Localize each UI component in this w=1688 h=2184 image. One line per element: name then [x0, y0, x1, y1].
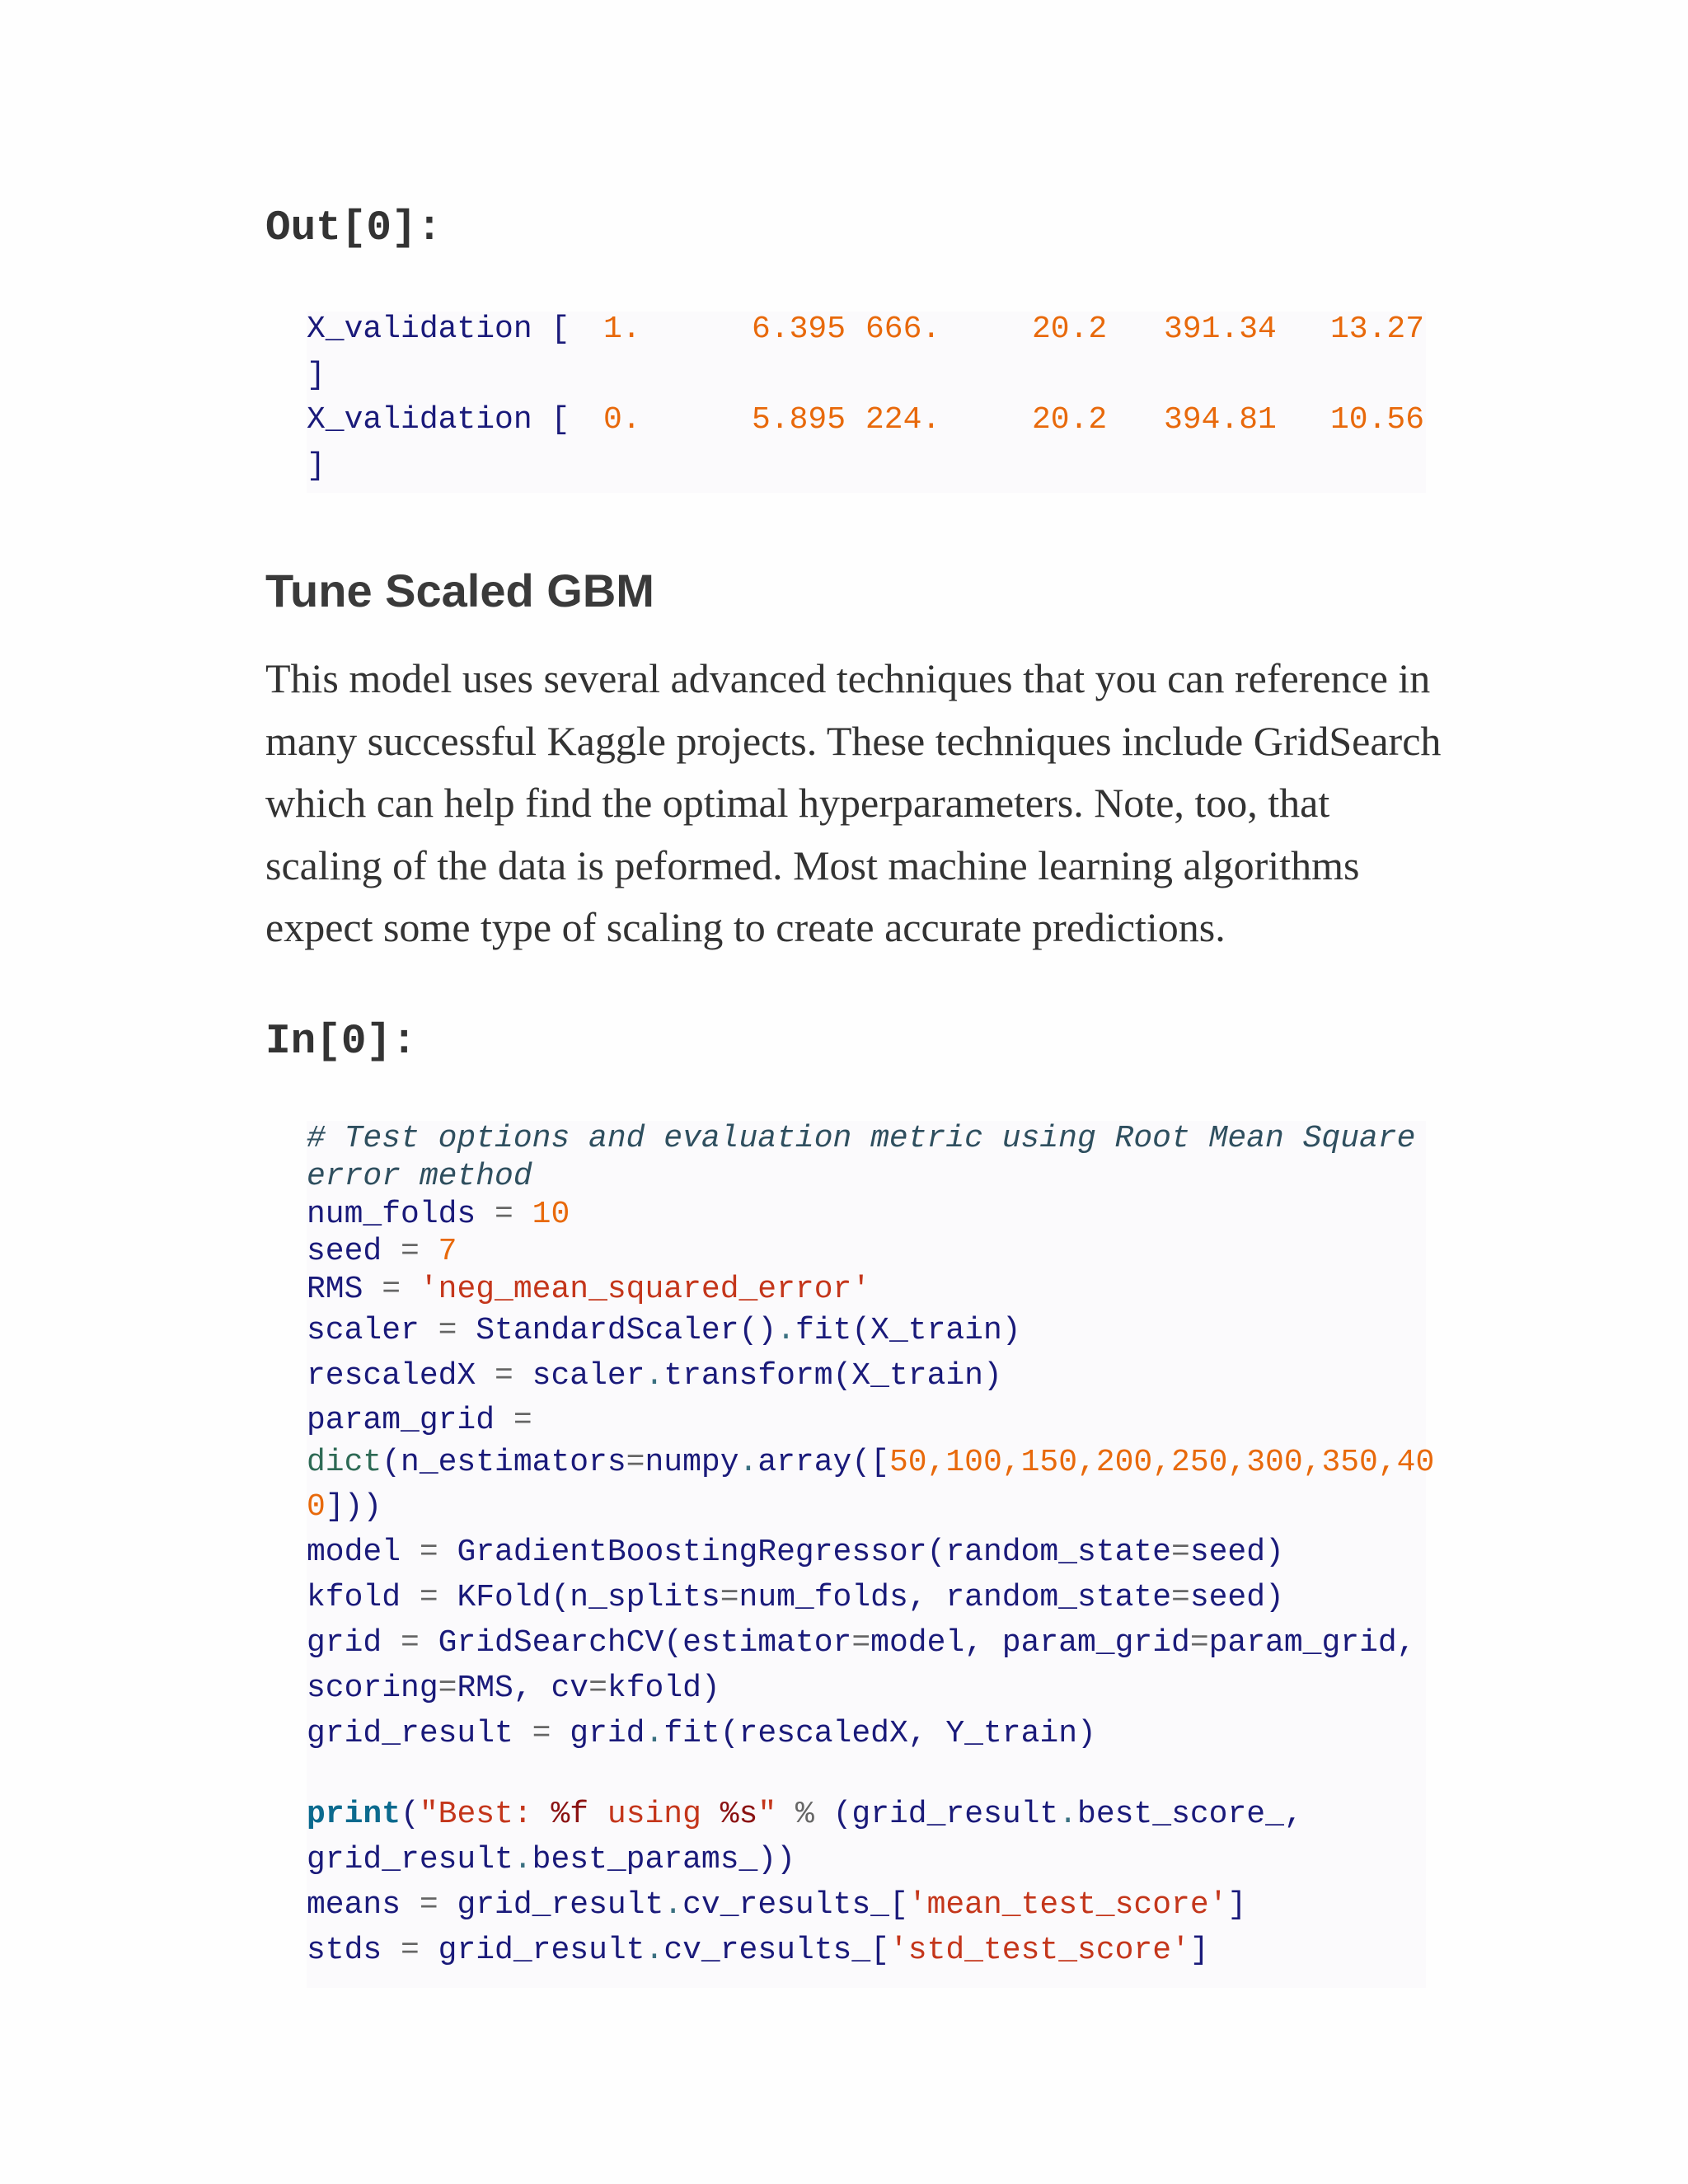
output-value: 224. [865, 402, 941, 438]
output-value: 666. [865, 312, 941, 347]
estimator-values: 50,100,150,200,250,300,350,40 [889, 1445, 1435, 1480]
code-line: grid_result = grid.fit(rescaledX, Y_train) [307, 1716, 1096, 1751]
output-row [307, 402, 1425, 438]
format-specifier: %s [720, 1797, 758, 1832]
estimator-values: 0 [307, 1489, 326, 1525]
format-specifier: %f [551, 1797, 589, 1832]
open-bracket: [ [551, 402, 570, 438]
code-block [307, 1121, 1435, 1988]
number-literal: 10 [532, 1197, 570, 1232]
output-value: 394.81 [1164, 402, 1277, 438]
string-literal: "Best: [419, 1797, 551, 1832]
code-line: 0])) [307, 1489, 382, 1525]
output-value: 13.27 [1330, 312, 1425, 347]
output-value: 10.56 [1330, 402, 1425, 438]
code-comment: # Test options and evaluation metric using Root Mean Square [307, 1121, 1416, 1156]
code-line: param_grid = [307, 1403, 532, 1438]
output-row [307, 312, 1425, 348]
output-value: 20.2 [1032, 402, 1108, 438]
string-literal: using [588, 1797, 720, 1832]
string-literal: " [757, 1797, 777, 1832]
output-value: 5.895 [752, 402, 846, 438]
body-paragraph: This model uses several advanced techniques that you can reference in many successful Kaggle projects. These techniques include GridSearch which can help find the optimal hyperparameters. Note, too, that scaling of the data is peformed. Most machine learning algorithms expect some type of scaling to create accurate predictions. [265, 655, 1442, 950]
output-prompt: Out[0]: [265, 205, 443, 252]
code-line: model = GradientBoostingRegressor(random_state=seed) [307, 1535, 1284, 1570]
code-line: print("Best: %f using %s" % (grid_result.best_score_, [307, 1797, 1303, 1832]
output-var-name: X_validation [307, 312, 532, 347]
code-line: grid_result.best_params_)) [307, 1842, 795, 1877]
code-line: grid = GridSearchCV(estimator=model, param_grid=param_grid, [307, 1625, 1416, 1661]
output-block [307, 312, 1426, 493]
code-line: dict(n_estimators=numpy.array([50,100,150,200,250,300,350,40 [307, 1445, 1435, 1480]
code-line: means = grid_result.cv_results_['mean_test_score'] [307, 1887, 1247, 1923]
close-bracket: ] [307, 358, 326, 393]
output-value: 391.34 [1164, 312, 1277, 347]
open-bracket: [ [551, 312, 570, 347]
code-line: rescaledX = scaler.transform(X_train) [307, 1358, 1002, 1394]
output-value: 6.395 [752, 312, 846, 347]
code-line: scoring=RMS, cv=kfold) [307, 1671, 720, 1706]
code-line: stds = grid_result.cv_results_['std_test_score'] [307, 1933, 1209, 1968]
close-bracket: ] [307, 448, 326, 484]
input-prompt: In[0]: [265, 1019, 417, 1066]
code-line: kfold = KFold(n_splits=num_folds, random_state=seed) [307, 1580, 1284, 1615]
code-line: num_folds = 10 [307, 1197, 570, 1232]
code-comment: error method [307, 1159, 532, 1194]
code-line: seed = 7 [307, 1234, 457, 1269]
output-value: 1. [603, 312, 641, 347]
output-value: 0. [603, 402, 641, 438]
code-line: scaler = StandardScaler().fit(X_train) [307, 1313, 1021, 1348]
output-var-name: X_validation [307, 402, 532, 438]
output-value: 20.2 [1032, 312, 1108, 347]
string-literal: 'neg_mean_squared_error' [419, 1272, 871, 1307]
string-literal: 'std_test_score' [889, 1933, 1190, 1968]
number-literal: 7 [438, 1234, 457, 1269]
code-line: RMS = 'neg_mean_squared_error' [307, 1272, 871, 1307]
section-heading: Tune Scaled GBM [265, 565, 654, 616]
string-literal: 'mean_test_score' [907, 1887, 1228, 1923]
